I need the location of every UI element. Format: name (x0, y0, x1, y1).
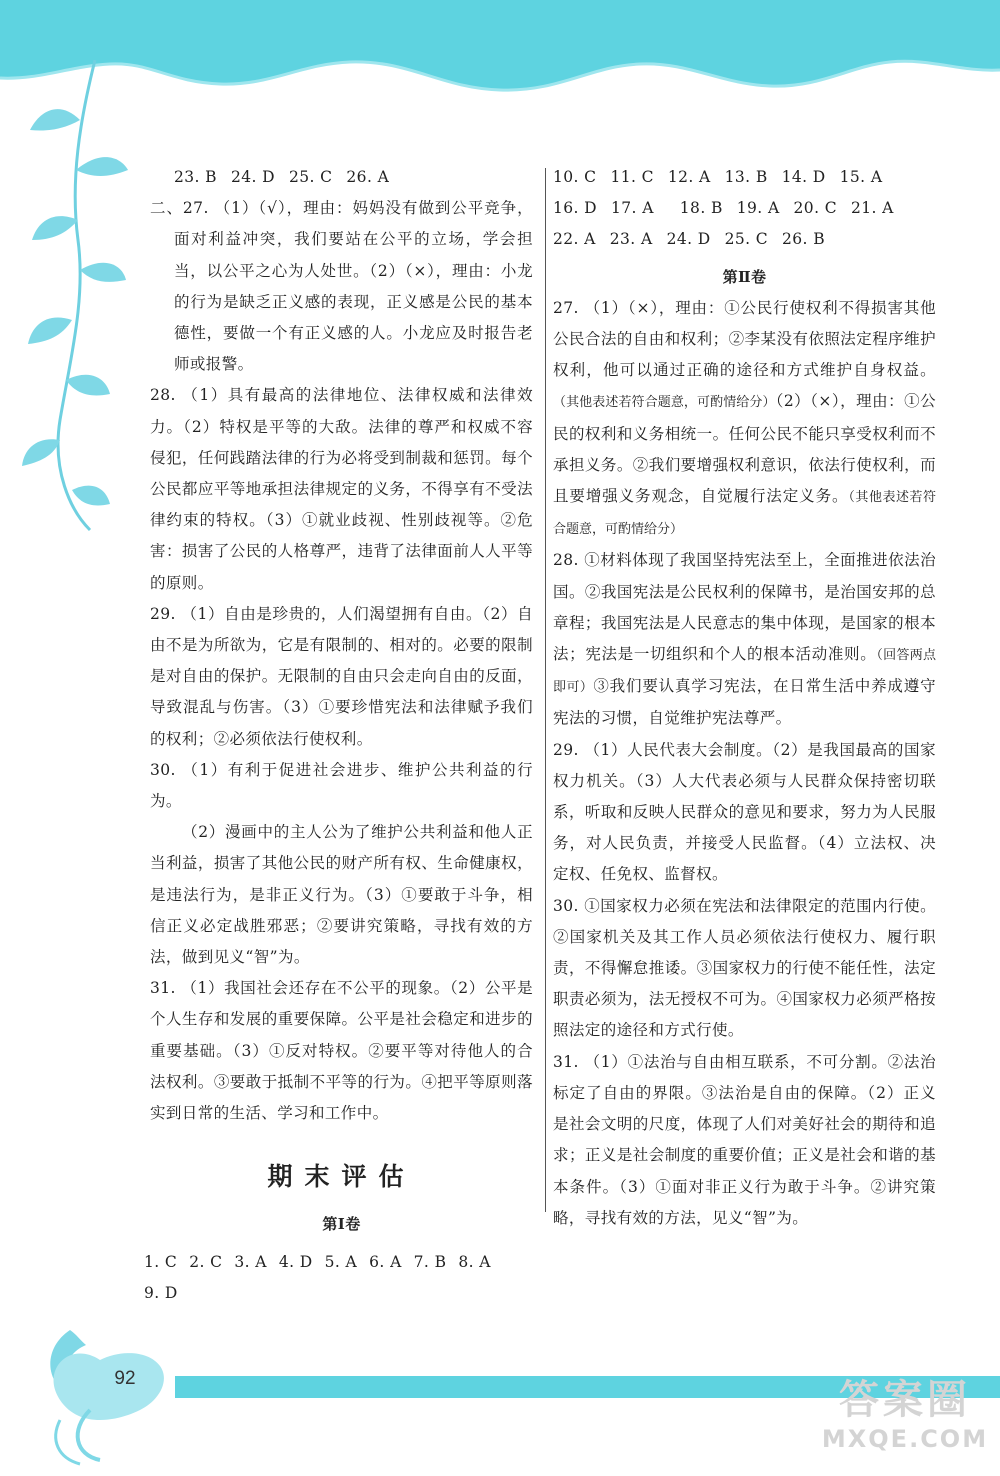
answer-item: 19. A (736, 199, 780, 218)
answer-item: 23. B (174, 168, 217, 186)
section-label: 二、 (150, 199, 183, 218)
answer-item: 5. A (324, 1252, 358, 1271)
answer-item: 21. A (850, 199, 894, 218)
answer-item: 18. B (679, 199, 723, 218)
q27-part1: 27. （1）（×），理由：①公民行使权利不得损害其他公民合法的自由和权利；②李某没有依照法定程序维护权利，他可以通过正确的途径和方式维护自身权益。 (553, 298, 936, 380)
q28-answer: 28. （1）具有最高的法律地位、法律权威和法律效力。（2）特权是平等的大敌。法律的尊严和权威不容侵犯，任何践踏法律的行为必将受到制裁和惩罚。每个公民都应平等地承担法律规定的义务，不得享有不受法律约束的特权。（3）①就业歧视、性别歧视等。②危害：损害了公民的人格尊严，违背了法律面前人人平等的原则。 (150, 386, 533, 592)
answer-item: 2. C (189, 1252, 223, 1271)
answer-item: 16. D (553, 199, 598, 218)
q28-part2: ③我们要认真学习宪法，在日常生活中养成遵守宪法的习惯，自觉维护宪法尊严。 (553, 677, 936, 728)
answer-item: 12. A (667, 168, 711, 186)
q29-answer-right: 29. （1）人民代表大会制度。（2）是我国最高的国家权力机关。（3）人大代表必须与人民群众保持密切联系，听取和反映人民群众的意见和要求，努力为人民服务，对人民负责，并接受人民监督。（4）立法权、决定权、任免权、监督权。 (553, 740, 936, 884)
answers-23-26 (150, 162, 533, 193)
q30-answer-part2: （2）漫画中的主人公为了维护公共利益和他人正当利益，损害了其他公民的财产所有权、生命健康权，是违法行为，是非正义行为。（3）①要敢于斗争，相信正义必定战胜邪恶；②要讲究策略，寻找有效的方法，做到见义“智”为。 (150, 823, 533, 967)
right-column (553, 162, 936, 1234)
answer-item: 17. A (611, 199, 654, 218)
grading-note: （其他表述若符合题意，可酌情给分） (553, 490, 936, 538)
answers-10-26 (553, 162, 936, 256)
q30-answer: 30. （1）有利于促进社会进步、维护公共利益的行为。 (150, 760, 533, 811)
answer-item: 1. C (144, 1252, 178, 1271)
part2-title: 第Ⅱ卷 (722, 267, 767, 286)
part1-title: 第Ⅰ卷 (322, 1215, 361, 1234)
exam-title: 期末评估 (267, 1162, 416, 1192)
answer-item: 26. B (782, 230, 825, 249)
answer-item: 3. A (234, 1252, 267, 1271)
answer-item: 24. D (666, 230, 711, 249)
answer-item: 22. A (553, 230, 596, 249)
vine-decoration (0, 60, 160, 540)
q31-answer-right: 31. （1）①法治与自由相互联系，不可分割。②法治标定了自由的界限。③法治是自由的保障。（2）正义是社会文明的尺度，体现了人们对美好社会的期待和追求；正义是社会制度的重要价值；正义是社会和谐的基本条件。（3）①面对非正义行为敢于斗争。②讲究策略，寻找有效的方法，见义“智”为。 (553, 1052, 936, 1227)
watermark-logo: 答案圈 (839, 1377, 971, 1423)
grading-note: （其他表述若符合题意，可酌情给分） (553, 395, 776, 411)
answer-item: 14. D (781, 168, 826, 186)
q28-answer-right (553, 545, 936, 734)
answer-item: 11. C (610, 168, 654, 186)
answer-item: 24. D (230, 168, 275, 186)
answer-item: 10. C (553, 168, 597, 186)
answer-item: 8. A (458, 1252, 491, 1271)
answer-item: 23. A (609, 230, 653, 249)
answer-item: 20. C (793, 199, 837, 218)
answer-item: 26. A (346, 168, 390, 186)
answer-item: 7. B (413, 1252, 447, 1271)
answer-item: 15. A (839, 168, 883, 186)
q28-part1: 28. ①材料体现了我国坚持宪法至上，全面推进依法治国。②我国宪法是公民权利的保障书，是治国安邦的总章程；我国宪法是人民意志的集中体现，是国家的根本法；宪法是一切组织和个人的根本活动准则。 (553, 551, 936, 664)
q31-answer: 31. （1）我国社会还存在不公平的现象。（2）公平是个人生存和发展的重要保障。公平是社会稳定和进步的重要基础。（3）①反对特权。②要平等对待他人的合法权利。③要敢于抵制不平等的行为。④把平等原则落实到日常的生活、学习和工作中。 (150, 979, 533, 1123)
answer-item: 13. B (724, 168, 768, 186)
answer-item: 6. A (369, 1252, 402, 1271)
page-number: 92 (114, 1368, 136, 1389)
answer-item: 25. C (724, 230, 769, 249)
answer-item: 4. D (278, 1252, 313, 1271)
answer-item: 25. C (288, 168, 333, 186)
q27-text: 27. （1）（√），理由：妈妈没有做到公平竞争，面对利益冲突，我们要站在公平的立场，学会担当，以公平之心为人处世。（2）（×），理由：小龙的行为是缺乏正义感的表现，正义感是公民的基本德性，要做一个有正义感的人。小龙应及时报告老师或报警。 (174, 199, 533, 374)
q29-answer: 29. （1）自由是珍贵的，人们渴望拥有自由。（2）自由不是为所欲为，它是有限制的、相对的。必要的限制是对自由的保护。无限制的自由只会走向自由的反面，导致混乱与伤害。（3）①要珍惜宪法和法律赋予我们的权利；②必须依法行使权利。 (150, 604, 533, 748)
q27-answer-right (553, 293, 936, 546)
left-column (144, 162, 533, 1309)
grading-note: （回答两点即可） (553, 648, 936, 696)
q27-part2: （2）（×），理由：①公民的权利和义务相统一。任何公民不能只享受权利而不承担义务。②我们要增强权利意识，依法行使权利，而且要增强义务观念，自觉履行法定义务。 (553, 392, 936, 506)
watermark-url: MXQE.COM (821, 1425, 989, 1453)
q27-answer (150, 193, 533, 380)
answer-item: 9. D (144, 1283, 178, 1302)
q30-answer-right: 30. ①国家权力必须在宪法和法律限定的范围内行使。②国家机关及其工作人员必须依法行使权力、履行职责，不得懈怠推诿。③国家权力的行使不能任性，法定职责必须为，法无授权不可为。④国家权力必须严格按照法定的途径和方式行使。 (553, 896, 936, 1040)
watermark (820, 1376, 990, 1466)
column-divider (545, 168, 546, 1212)
